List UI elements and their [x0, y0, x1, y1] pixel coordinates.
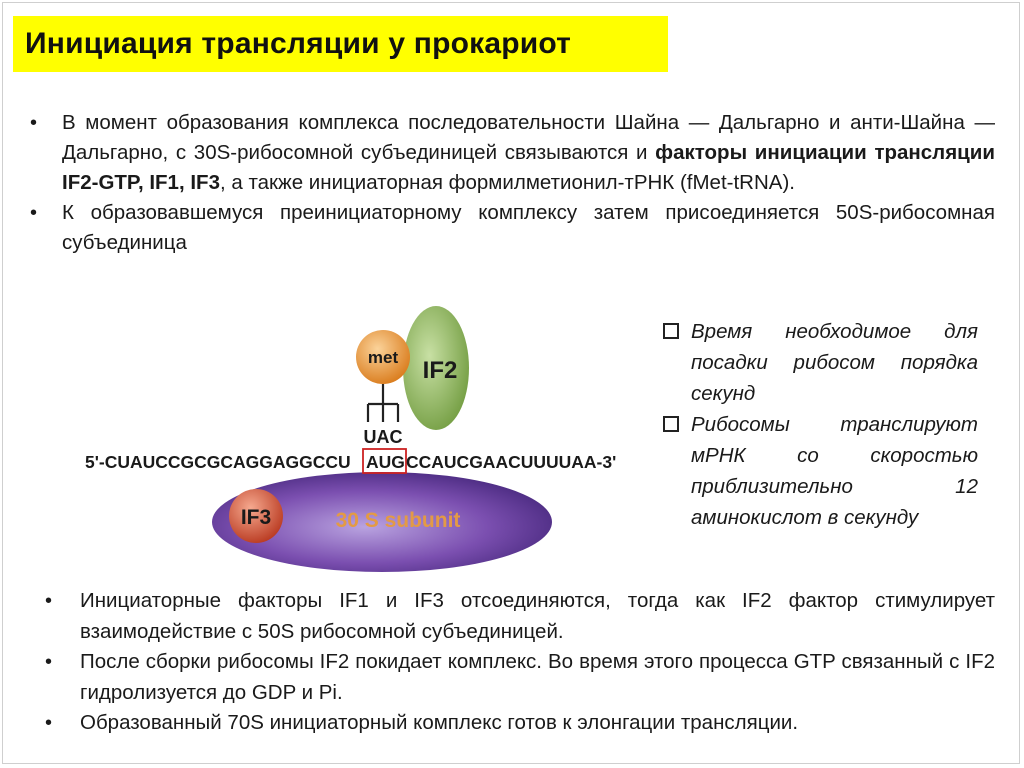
- mrna-right-segment: CCAUCGAACUUUUAA-3': [406, 452, 617, 472]
- bottom-bullet-list: [45, 586, 995, 739]
- anticodon-label: UAC: [363, 427, 403, 447]
- top-bullet-1-text-a: В момент образования комплекса последовательности Шайна — Дальгарно и анти-Шайна — Дальгарно, с 30S-рибосомной субъединицей связываются и: [62, 111, 995, 164]
- bottom-bullet-2: • После сборки рибосомы IF2 покидает комплекс. Во время этого процесса GTP связанный с IF2 гидролизуется до GDP и Pi.: [45, 647, 995, 708]
- title-banner: [13, 16, 668, 72]
- bottom-bullet-1: • Инициаторные факторы IF1 и IF3 отсоединяются, тогда как IF2 фактор стимулирует взаимодействие с 50S рибосомной субъединицей.: [45, 586, 995, 647]
- initiation-complex-diagram: [80, 300, 650, 580]
- side-notes-list: [662, 316, 978, 533]
- mrna-left-segment: 5'-CUAUCCGCGCAGGAGGCCU: [85, 452, 351, 472]
- mrna-sequence: [85, 452, 616, 472]
- bottom-bullet-3: • Образованный 70S инициаторный комплекс готов к элонгации трансляции.: [45, 708, 995, 739]
- top-bullet-2: • К образовавшемуся преинициаторному комплексу затем присоединяется 50S-рибосомная субъединица: [30, 198, 995, 258]
- if2-label: IF2: [422, 357, 458, 384]
- slide-title: Инициация трансляции у прокариот: [25, 27, 572, 60]
- subunit-30s-label: 30 S subunit: [335, 509, 461, 532]
- checkbox-icon: [663, 323, 679, 339]
- side-note-1: [662, 316, 978, 409]
- if3-label: IF3: [240, 506, 272, 529]
- top-bullet-1: [30, 108, 995, 198]
- top-bullet-list: [30, 108, 995, 258]
- checkbox-icon: [663, 416, 679, 432]
- top-bullet-1-bold: факторы инициации трансляции IF2-GTP, IF1, IF3: [62, 141, 995, 194]
- top-bullet-1-text-b: , а также инициаторная формилметионил-тРНК (fMet-tRNA).: [219, 171, 795, 194]
- side-note-2: [662, 409, 978, 533]
- side-note-2-text: Рибосомы транслируют мРНК со скоростью приблизительно 12 аминокислот в секунду: [691, 413, 978, 529]
- side-note-1-text: Время необходимое для посадки рибосом порядка секунд: [691, 320, 978, 405]
- trna-stem-icon: [368, 384, 398, 422]
- met-label: met: [367, 348, 399, 367]
- start-codon-label: AUG: [366, 452, 405, 472]
